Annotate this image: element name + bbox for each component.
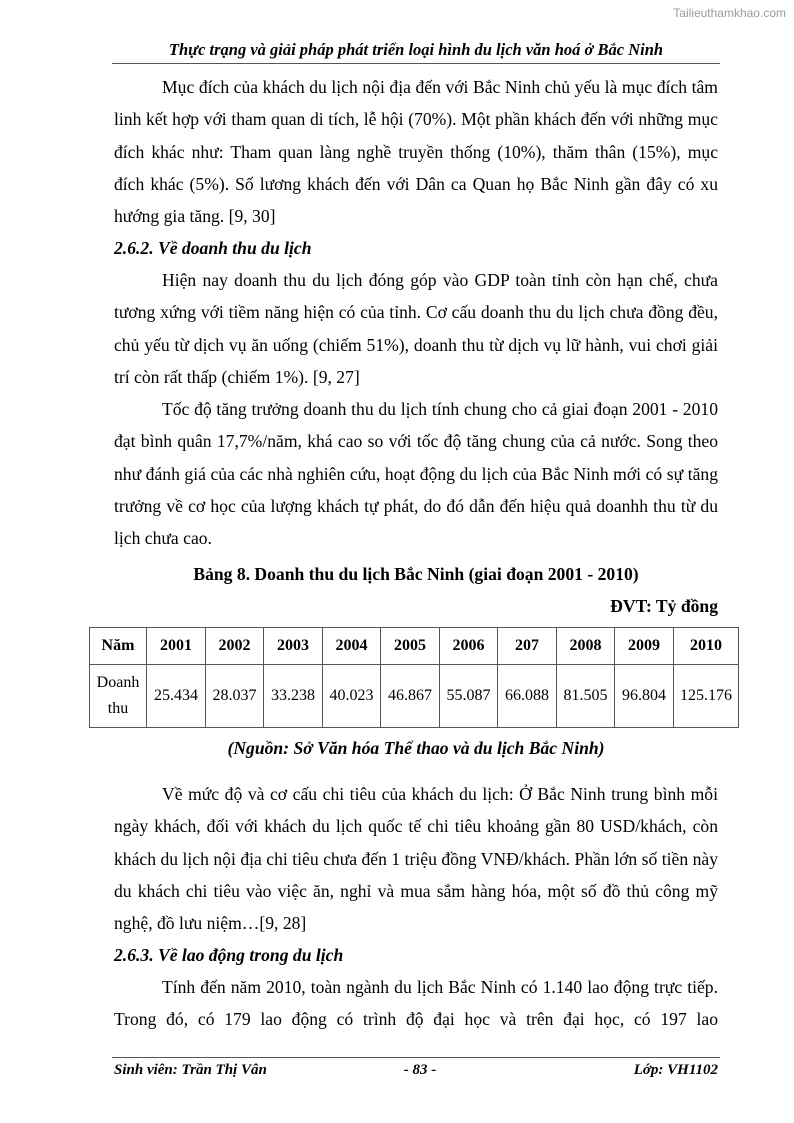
paragraph-3-block [114, 393, 718, 554]
year-cell: 2010 [674, 628, 739, 665]
year-cell: 2004 [323, 628, 381, 665]
paragraph-4-block [114, 778, 718, 939]
table-source: (Nguồn: Sở Văn hóa Thể thao và du lịch Bắc Ninh) [227, 738, 605, 758]
value-cell: 33.238 [264, 665, 323, 728]
value-cell: 96.804 [615, 665, 674, 728]
paragraph-5-block [114, 971, 718, 1036]
paragraph-2-block [114, 264, 718, 393]
paragraph: Về mức độ và cơ cấu chi tiêu của khách du lịch: Ở Bắc Ninh trung bình mỗi ngày khách, đối với khách du lịch quốc tế chi tiêu khoảng gần 80 USD/khách, còn khách du lịch nội địa chi tiêu chưa đến 1 triệu đồng VNĐ/khách. Phần lớn số tiền này du khách chi tiêu vào việc ăn, nghỉ và mua sắm hàng hóa, một số đồ thủ công mỹ nghệ, đồ lưu niệm…[9, 28] [114, 784, 718, 934]
year-cell: 2006 [440, 628, 498, 665]
value-cell: 125.176 [674, 665, 739, 728]
table-caption: Bảng 8. Doanh thu du lịch Bắc Ninh (giai đoạn 2001 - 2010) [193, 564, 639, 584]
value-cell: 40.023 [323, 665, 381, 728]
row-label-line: Doanh [96, 674, 140, 691]
paragraph: Tính đến năm 2010, toàn ngành du lịch Bắc Ninh có 1.140 lao động trực tiếp. Trong đó, có 179 lao động có trình độ đại học và trên đại học, có 197 lao [114, 977, 718, 1030]
value-cell: 55.087 [440, 665, 498, 728]
row-label-line: thu [107, 700, 129, 717]
table-header-row [90, 628, 739, 665]
header-rule [112, 63, 720, 64]
value-cell: 25.434 [147, 665, 206, 728]
footer-class: Lớp: VH1102 [633, 1062, 718, 1078]
table-row [90, 665, 739, 728]
year-cell: 2009 [615, 628, 674, 665]
table-unit: ĐVT: Tỷ đồng [610, 596, 718, 616]
watermark: Tailieuthamkhao.com [673, 6, 786, 20]
year-cell: 2005 [381, 628, 440, 665]
paragraph: Tốc độ tăng trưởng doanh thu du lịch tính chung cho cả giai đoạn 2001 - 2010 đạt bình quân 17,7%/năm, khá cao so với tốc độ tăng chung của cả nước. Song theo như đánh giá của các nhà nghiên cứu, hoạt động du lịch của Bắc Ninh mới có sự tăng trưởng về cơ học của lượng khách tự phát, do đó dẫn đến hiệu quả doanhh thu từ du lịch chưa cao. [114, 399, 718, 549]
value-cell: 66.088 [498, 665, 557, 728]
section-heading-2-6-2: 2.6.2. Về doanh thu du lịch [114, 238, 312, 258]
footer-student: Sinh viên: Trần Thị Vân [114, 1062, 267, 1078]
year-cell: 2001 [147, 628, 206, 665]
paragraph: Mục đích của khách du lịch nội địa đến với Bắc Ninh chủ yếu là mục đích tâm linh kết hợp với tham quan di tích, lễ hội (70%). Một phần khách đến với những mục đích khác như: Tham quan làng nghề truyền thống (10%), thăm thân (15%), mục đích khác (5%). Số lương khách đến với Dân ca Quan họ Bắc Ninh gần đây có xu hướng gia tăng. [9, 30] [114, 77, 718, 227]
year-cell: 207 [498, 628, 557, 665]
row-label-cell [90, 665, 147, 728]
year-cell: 2008 [557, 628, 615, 665]
paragraph: Hiện nay doanh thu du lịch đóng góp vào GDP toàn tỉnh còn hạn chế, chưa tương xứng với tiềm năng hiện có của tỉnh. Cơ cấu doanh thu du lịch chưa đồng đều, chủ yếu từ dịch vụ ăn uống (chiếm 51%), doanh thu từ dịch vụ lữ hành, vui chơi giải trí còn rất thấp (chiếm 1%). [9, 27] [114, 270, 718, 387]
year-cell: 2002 [206, 628, 264, 665]
page-number: - 83 - [403, 1062, 437, 1078]
value-cell: 28.037 [206, 665, 264, 728]
value-cell: 46.867 [381, 665, 440, 728]
revenue-table [89, 627, 739, 728]
footer-rule [112, 1057, 720, 1058]
section-heading-2-6-3: 2.6.3. Về lao động trong du lịch [114, 945, 344, 965]
row-header-cell: Năm [90, 628, 147, 665]
year-cell: 2003 [264, 628, 323, 665]
running-header: Thực trạng và giải pháp phát triển loại hình du lịch văn hoá ở Bắc Ninh [168, 40, 664, 59]
value-cell: 81.505 [557, 665, 615, 728]
paragraph-1-block [114, 71, 718, 232]
